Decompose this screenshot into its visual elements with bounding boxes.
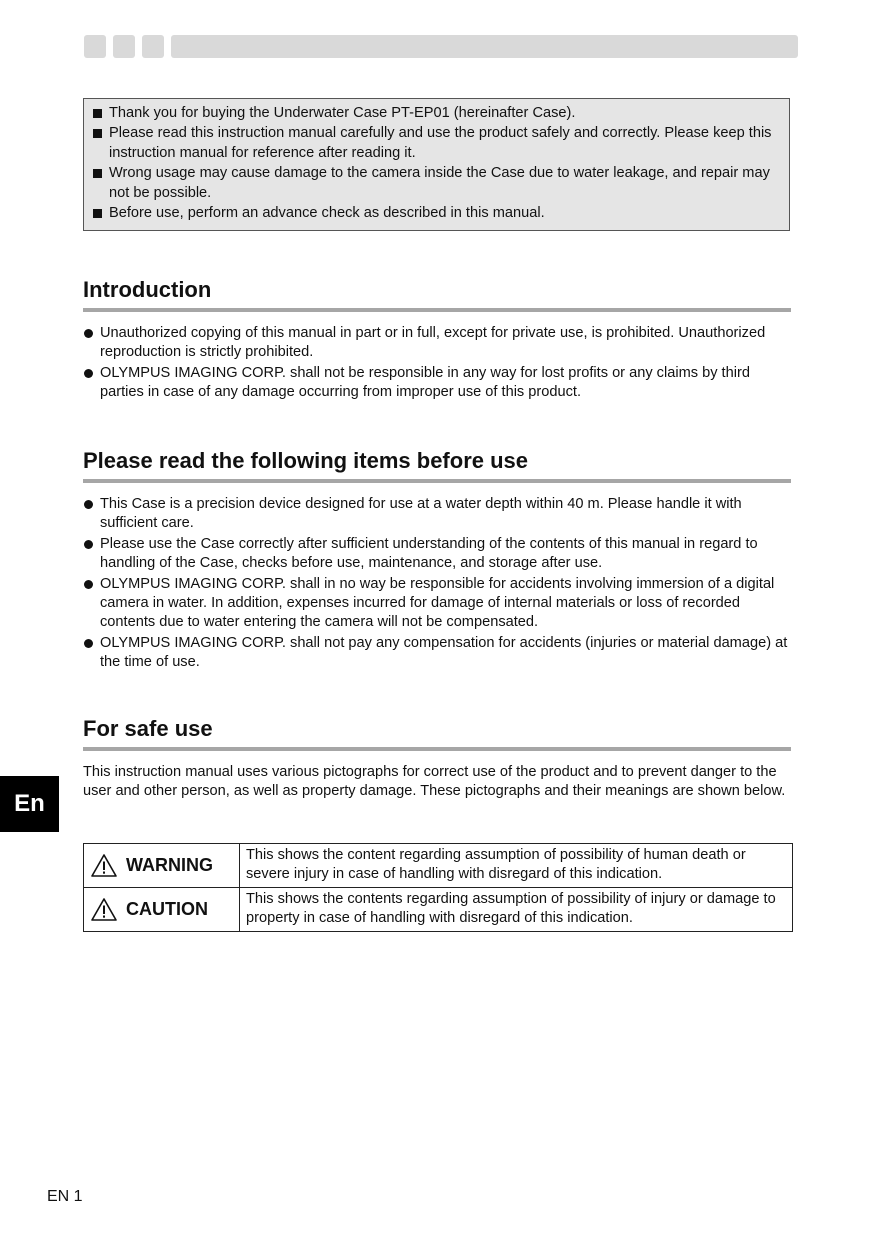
round-bullet-icon — [84, 369, 93, 378]
section-rule — [83, 747, 791, 751]
round-bullet-icon — [84, 500, 93, 509]
pictograph-label: WARNING — [126, 855, 213, 875]
list-item: OLYMPUS IMAGING CORP. shall in no way be responsible for accidents involving immersion of a digital camera in water. In addition, expenses incurred for damage of internal materials or loss of recorded contents due to water entering the camera will not be compensated. — [83, 575, 791, 633]
pictograph-label: CAUTION — [126, 899, 208, 919]
list-item: Please use the Case correctly after sufficient understanding of the contents of this manual in regard to handling of the Case, checks before use, maintenance, and storage after use. — [83, 535, 791, 574]
list-item: OLYMPUS IMAGING CORP. shall not be responsible in any way for lost profits or any claims by third parties in case of any damage occurring from improper use of this product. — [83, 364, 791, 403]
pictograph-label-cell — [84, 888, 240, 932]
section-rule — [83, 479, 791, 483]
section-title: Introduction — [83, 277, 212, 302]
pictograph-table — [83, 843, 793, 932]
section-title: Please read the following items before use — [83, 448, 529, 473]
square-bullet-icon — [93, 209, 102, 218]
square-bullet-icon — [93, 109, 102, 118]
list-item: OLYMPUS IMAGING CORP. shall not pay any compensation for accidents (injuries or material damage) at the time of use. — [83, 634, 791, 673]
square-bullet-icon — [93, 169, 102, 178]
introduction-section — [83, 277, 791, 404]
pictograph-description: This shows the content regarding assumption of possibility of human death or severe injury in case of handling with disregard of this indication. — [240, 844, 793, 888]
header-bar — [84, 35, 798, 58]
table-row — [84, 844, 793, 888]
table-row — [84, 888, 793, 932]
section-rule — [83, 308, 791, 312]
notice-item: Wrong usage may cause damage to the camera inside the Case due to water leakage, and repair may not be possible. — [92, 164, 779, 203]
notice-item: Thank you for buying the Underwater Case PT-EP01 (hereinafter Case). — [92, 104, 779, 124]
safe-use-paragraph: This instruction manual uses various pictographs for correct use of the product and to prevent danger to the user and other person, as well as property damage. These pictographs and their meanings are shown below. — [83, 764, 786, 800]
header-block — [84, 35, 106, 58]
notice-box — [83, 98, 790, 231]
notice-item: Before use, perform an advance check as described in this manual. — [92, 204, 779, 224]
warning-triangle-icon — [90, 897, 118, 922]
language-tab: En — [0, 776, 59, 832]
list-item: Unauthorized copying of this manual in part or in full, except for private use, is prohibited. Unauthorized reproduction is strictly prohibited. — [83, 324, 791, 363]
header-block — [142, 35, 164, 58]
safe-use-section — [83, 716, 791, 802]
round-bullet-icon — [84, 639, 93, 648]
header-block — [113, 35, 135, 58]
pictograph-label-cell — [84, 844, 240, 888]
header-long-block — [171, 35, 798, 58]
pictograph-description: This shows the contents regarding assumption of possibility of injury or damage to property in case of handling with disregard of this indication. — [240, 888, 793, 932]
round-bullet-icon — [84, 540, 93, 549]
page-number: EN 1 — [47, 1188, 83, 1205]
list-item: This Case is a precision device designed for use at a water depth within 40 m. Please handle it with sufficient care. — [83, 495, 791, 534]
section-title: For safe use — [83, 716, 213, 741]
round-bullet-icon — [84, 329, 93, 338]
before-use-section — [83, 448, 791, 673]
warning-triangle-icon — [90, 853, 118, 878]
square-bullet-icon — [93, 129, 102, 138]
round-bullet-icon — [84, 580, 93, 589]
notice-item: Please read this instruction manual carefully and use the product safely and correctly. Please keep this instruction manual for reference after reading it. — [92, 124, 779, 163]
